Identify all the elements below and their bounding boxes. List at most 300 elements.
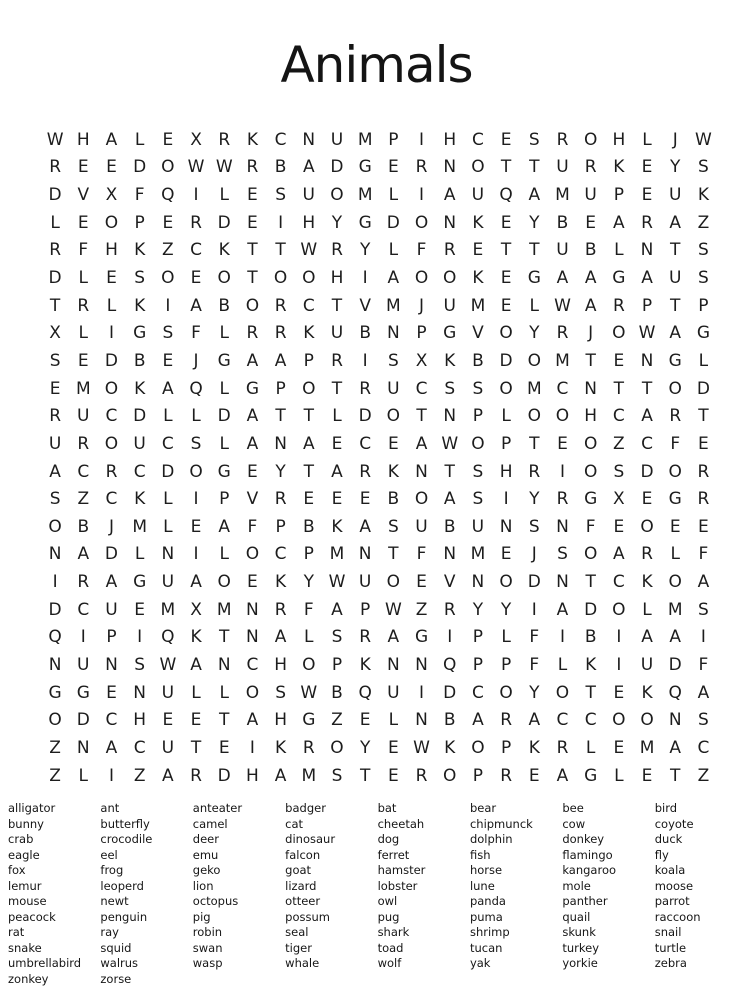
grid-letter: C: [190, 240, 202, 261]
grid-letter: O: [48, 710, 62, 731]
grid-letter: O: [161, 268, 175, 289]
grid-letter: R: [302, 737, 315, 758]
grid-letter: E: [134, 599, 146, 620]
grid-letter: F: [303, 599, 314, 620]
word-list-column: [378, 801, 470, 987]
word-item: quail: [562, 909, 591, 924]
grid-letter: E: [247, 461, 258, 482]
grid-letter: O: [330, 185, 344, 206]
grid-letter: N: [246, 599, 259, 620]
grid-letter: Y: [670, 157, 681, 178]
grid-letter: O: [555, 406, 570, 427]
grid-letter: R: [49, 240, 61, 261]
grid-letter: C: [302, 295, 315, 316]
grid-letter: T: [219, 710, 230, 731]
word-list-column: [193, 801, 285, 987]
grid-letter: A: [669, 737, 682, 758]
grid-letter: W: [638, 323, 656, 344]
grid-letter: O: [273, 268, 288, 289]
grid-letter: P: [698, 295, 709, 316]
grid-letter: A: [528, 185, 541, 206]
grid-letter: F: [247, 516, 258, 537]
word-item: skunk: [562, 925, 596, 939]
grid-letter: T: [219, 627, 230, 648]
word-item: duck: [654, 832, 683, 846]
word-item: otteer: [285, 894, 321, 908]
grid-letter: C: [246, 654, 259, 675]
grid-letter: W: [46, 129, 64, 150]
word-item: lune: [469, 878, 495, 893]
grid-letter: Z: [613, 433, 625, 454]
grid-letter: T: [359, 765, 371, 786]
word-list-column: [470, 801, 562, 987]
word-item: lion: [192, 878, 214, 893]
grid-letter: S: [698, 240, 709, 261]
grid-letter: L: [78, 323, 89, 344]
grid-letter: P: [500, 654, 512, 675]
grid-letter: O: [668, 461, 682, 482]
grid-letter: S: [331, 765, 343, 786]
grid-letter: L: [219, 185, 229, 206]
grid-letter: B: [302, 516, 315, 537]
grid-letter: L: [134, 544, 145, 565]
grid-letter: G: [443, 323, 457, 344]
grid-letter: H: [443, 129, 457, 150]
grid-letter: J: [193, 350, 199, 371]
grid-letter: X: [190, 599, 202, 620]
word-item: flamingo: [562, 847, 613, 862]
grid-letter: I: [108, 765, 114, 786]
grid-letter: S: [331, 627, 343, 648]
grid-letter: U: [77, 654, 90, 675]
grid-letter: N: [358, 544, 372, 565]
grid-letter: A: [302, 433, 315, 454]
grid-letter: S: [472, 461, 484, 482]
grid-letter: P: [500, 433, 512, 454]
grid-letter: O: [302, 378, 316, 399]
grid-letter: S: [472, 489, 484, 510]
grid-letter: M: [555, 350, 570, 371]
grid-letter: A: [274, 627, 287, 648]
grid-letter: A: [218, 516, 231, 537]
grid-letter: R: [697, 461, 710, 482]
grid-letter: R: [49, 157, 61, 178]
word-list-column: [655, 801, 747, 987]
grid-letter: R: [500, 765, 512, 786]
grid-letter: X: [105, 185, 118, 206]
grid-letter: C: [471, 682, 484, 703]
grid-letter: C: [274, 129, 287, 150]
grid-letter: V: [359, 295, 371, 316]
word-list-column: [100, 801, 192, 987]
grid-letter: P: [472, 654, 484, 675]
grid-letter: U: [330, 129, 344, 150]
grid-letter: I: [193, 489, 199, 510]
grid-letter: O: [583, 433, 598, 454]
grid-letter: C: [415, 378, 428, 399]
grid-letter: K: [697, 185, 709, 206]
grid-letter: M: [160, 599, 176, 620]
grid-letter: O: [583, 129, 598, 150]
grid-letter: E: [190, 710, 202, 731]
grid-letter: R: [49, 406, 61, 427]
grid-letter: M: [301, 765, 317, 786]
grid-letter: T: [585, 350, 596, 371]
word-item: geko: [192, 863, 221, 877]
word-list-column: [8, 801, 100, 987]
grid-letter: R: [274, 599, 287, 620]
grid-letter: H: [274, 654, 287, 675]
grid-letter: M: [357, 185, 373, 206]
word-item: coyote: [654, 816, 694, 831]
grid-letter: O: [527, 350, 541, 371]
grid-letter: E: [49, 378, 61, 399]
grid-letter: P: [331, 654, 343, 675]
grid-letter: N: [48, 544, 62, 565]
grid-letter: U: [48, 433, 62, 454]
word-item: fox: [8, 863, 26, 877]
word-item: panther: [562, 894, 608, 908]
grid-letter: T: [331, 378, 343, 399]
grid-letter: O: [443, 765, 457, 786]
grid-letter: S: [698, 710, 709, 731]
grid-letter: N: [76, 737, 90, 758]
grid-letter: C: [612, 572, 625, 593]
grid-letter: P: [275, 378, 286, 399]
grid-letter: K: [387, 461, 399, 482]
word-item: tiger: [285, 940, 312, 955]
word-item: octopus: [192, 894, 239, 908]
word-item: ant: [100, 801, 120, 815]
word-item: shrimp: [469, 925, 510, 939]
grid-letter: E: [641, 489, 653, 510]
grid-letter: R: [274, 489, 287, 510]
grid-letter: E: [190, 516, 202, 537]
grid-letter: R: [415, 765, 428, 786]
grid-letter: A: [331, 461, 343, 482]
grid-letter: O: [668, 378, 682, 399]
word-item: snake: [8, 940, 42, 955]
grid-letter: G: [245, 378, 259, 399]
grid-letter: L: [388, 185, 399, 206]
word-item: crocodile: [100, 832, 153, 846]
word-item: dog: [377, 832, 400, 846]
grid-letter: M: [667, 599, 683, 620]
grid-letter: N: [668, 710, 682, 731]
grid-letter: I: [108, 323, 114, 344]
grid-letter: R: [190, 765, 202, 786]
grid-letter: U: [330, 323, 344, 344]
grid-letter: R: [274, 295, 287, 316]
word-item: ray: [100, 925, 119, 939]
grid-letter: O: [499, 682, 513, 703]
word-item: cheetah: [377, 816, 425, 831]
grid-letter: N: [105, 654, 118, 675]
grid-letter: D: [48, 185, 62, 206]
grid-letter: E: [387, 157, 399, 178]
grid-letter: A: [556, 765, 569, 786]
grid-letter: D: [104, 544, 119, 565]
grid-letter: W: [300, 240, 318, 261]
grid-letter: T: [585, 682, 596, 703]
grid-letter: I: [362, 268, 368, 289]
grid-letter: Q: [443, 654, 457, 675]
grid-letter: E: [162, 350, 174, 371]
grid-letter: I: [80, 627, 86, 648]
grid-letter: Y: [529, 212, 540, 233]
grid-letter: A: [641, 406, 653, 427]
grid-letter: K: [613, 157, 625, 178]
grid-letter: O: [583, 461, 598, 482]
grid-letter: G: [668, 350, 682, 371]
grid-letter: U: [556, 240, 569, 261]
grid-letter: A: [246, 710, 259, 731]
grid-letter: N: [161, 544, 175, 565]
grid-letter: Z: [49, 765, 61, 786]
grid-letter: F: [191, 323, 201, 344]
grid-letter: E: [331, 433, 343, 454]
grid-letter: I: [193, 544, 199, 565]
grid-letter: O: [245, 682, 260, 703]
grid-letter: T: [247, 240, 258, 261]
grid-letter: N: [274, 433, 287, 454]
word-item: shark: [377, 925, 410, 939]
grid-letter: C: [161, 433, 174, 454]
grid-letter: B: [331, 682, 343, 703]
grid-letter: P: [641, 295, 653, 316]
grid-letter: L: [501, 406, 511, 427]
word-item: rat: [8, 925, 25, 939]
word-item: robin: [192, 925, 223, 939]
grid-letter: C: [274, 544, 287, 565]
word-item: anteater: [192, 801, 243, 815]
grid-letter: E: [557, 433, 568, 454]
grid-letter: S: [387, 516, 399, 537]
word-item: penguin: [100, 909, 148, 924]
grid-letter: Q: [358, 682, 372, 703]
grid-letter: P: [472, 406, 484, 427]
grid-letter: T: [416, 406, 427, 427]
word-item: pig: [192, 909, 211, 924]
grid-letter: G: [76, 682, 90, 703]
grid-letter: P: [360, 599, 371, 620]
grid-letter: O: [104, 378, 119, 399]
grid-letter: T: [529, 157, 540, 178]
grid-letter: R: [77, 572, 90, 593]
grid-letter: Y: [500, 599, 512, 620]
grid-letter: F: [416, 544, 427, 565]
grid-letter: L: [219, 433, 229, 454]
word-item: koala: [654, 863, 686, 877]
grid-letter: N: [471, 572, 485, 593]
grid-letter: R: [641, 544, 653, 565]
grid-letter: P: [303, 350, 314, 371]
grid-letter: E: [162, 710, 174, 731]
grid-letter: B: [133, 350, 146, 371]
grid-letter: I: [137, 627, 143, 648]
grid-letter: G: [358, 212, 372, 233]
grid-letter: N: [443, 406, 457, 427]
grid-letter: S: [557, 544, 568, 565]
grid-letter: E: [359, 489, 371, 510]
grid-letter: F: [585, 516, 596, 537]
grid-letter: E: [387, 433, 399, 454]
grid-letter: O: [612, 599, 626, 620]
word-item: butterfly: [100, 816, 150, 831]
grid-letter: T: [529, 433, 540, 454]
grid-letter: A: [162, 378, 174, 399]
grid-letter: R: [274, 323, 287, 344]
grid-letter: Z: [77, 489, 90, 510]
grid-letter: Z: [697, 212, 710, 233]
grid-letter: N: [415, 654, 428, 675]
grid-letter: K: [331, 516, 343, 537]
grid-letter: S: [613, 461, 625, 482]
grid-letter: K: [190, 627, 202, 648]
grid-letter: N: [302, 129, 316, 150]
grid-letter: I: [419, 682, 425, 703]
grid-letter: I: [419, 185, 425, 206]
grid-letter: V: [472, 323, 484, 344]
grid-letter: K: [134, 240, 146, 261]
grid-letter: E: [247, 212, 258, 233]
grid-letter: H: [246, 765, 259, 786]
grid-letter: H: [612, 129, 626, 150]
grid-letter: N: [386, 654, 400, 675]
grid-letter: M: [526, 378, 542, 399]
grid-letter: J: [588, 323, 594, 344]
grid-letter: D: [527, 572, 541, 593]
grid-letter: G: [696, 323, 710, 344]
grid-letter: D: [48, 599, 62, 620]
grid-letter: E: [247, 185, 258, 206]
grid-letter: O: [245, 544, 260, 565]
grid-letter: V: [77, 185, 90, 206]
grid-letter: O: [386, 572, 401, 593]
grid-letter: K: [275, 737, 287, 758]
grid-letter: N: [556, 572, 569, 593]
grid-letter: B: [387, 489, 400, 510]
grid-letter: U: [161, 572, 175, 593]
grid-letter: U: [358, 572, 372, 593]
grid-letter: L: [642, 129, 652, 150]
grid-letter: B: [584, 240, 597, 261]
grid-letter: A: [669, 323, 682, 344]
grid-letter: M: [216, 599, 232, 620]
grid-letter: A: [246, 350, 259, 371]
word-item: yorkie: [562, 956, 598, 970]
grid-letter: R: [612, 295, 625, 316]
grid-letter: R: [359, 461, 372, 482]
word-item: puma: [469, 909, 503, 924]
grid-letter: G: [133, 572, 147, 593]
grid-letter: C: [612, 406, 625, 427]
grid-letter: D: [161, 461, 175, 482]
grid-letter: T: [585, 572, 596, 593]
grid-letter: H: [499, 461, 513, 482]
word-item: bear: [469, 801, 497, 815]
grid-letter: T: [698, 406, 709, 427]
word-item: owl: [377, 894, 398, 908]
grid-letter: Z: [331, 710, 343, 731]
grid-letter: K: [528, 737, 540, 758]
grid-letter: K: [134, 378, 146, 399]
grid-letter: L: [332, 406, 342, 427]
grid-letter: T: [500, 240, 512, 261]
grid-letter: P: [472, 627, 484, 648]
grid-letter: N: [443, 157, 457, 178]
grid-letter: A: [556, 268, 569, 289]
grid-letter: L: [698, 350, 709, 371]
grid-letter: A: [641, 627, 653, 648]
grid-letter: E: [641, 157, 653, 178]
grid-letter: L: [501, 627, 511, 648]
grid-letter: A: [584, 268, 597, 289]
grid-letter: I: [447, 627, 453, 648]
grid-letter: A: [669, 627, 682, 648]
grid-letter: A: [415, 433, 428, 454]
word-item: cat: [285, 816, 304, 831]
grid-letter: I: [278, 212, 284, 233]
grid-letter: K: [275, 572, 287, 593]
grid-letter: L: [304, 627, 314, 648]
word-item: snail: [654, 925, 682, 939]
grid-letter: S: [528, 129, 540, 150]
grid-letter: D: [217, 765, 231, 786]
grid-letter: A: [274, 350, 287, 371]
grid-letter: O: [499, 572, 513, 593]
grid-letter: A: [387, 268, 400, 289]
word-item: fish: [469, 847, 491, 862]
grid-letter: T: [331, 295, 343, 316]
grid-letter: C: [105, 489, 118, 510]
grid-letter: R: [359, 627, 372, 648]
grid-letter: W: [554, 295, 571, 316]
grid-letter: E: [162, 212, 174, 233]
grid-letter: C: [133, 461, 146, 482]
grid-letter: R: [105, 461, 118, 482]
grid-letter: T: [670, 240, 681, 261]
grid-letter: E: [77, 350, 89, 371]
word-item: horse: [469, 863, 503, 877]
grid-letter: S: [698, 268, 709, 289]
grid-letter: A: [528, 710, 541, 731]
grid-letter: A: [105, 572, 118, 593]
grid-letter: U: [133, 433, 146, 454]
grid-letter: Y: [359, 240, 371, 261]
word-item: wolf: [377, 956, 402, 970]
grid-letter: A: [105, 129, 118, 150]
grid-letter: P: [472, 765, 484, 786]
grid-letter: J: [419, 295, 425, 316]
grid-letter: H: [584, 406, 598, 427]
word-item: possum: [285, 909, 330, 924]
grid-letter: W: [695, 129, 712, 150]
grid-letter: H: [274, 710, 287, 731]
grid-letter: A: [387, 627, 400, 648]
grid-letter: I: [559, 461, 565, 482]
grid-letter: B: [472, 350, 484, 371]
grid-letter: O: [386, 406, 401, 427]
grid-letter: D: [217, 406, 231, 427]
grid-letter: R: [331, 240, 343, 261]
word-item: frog: [100, 863, 124, 877]
word-item: hamster: [377, 863, 426, 877]
grid-letter: Z: [49, 737, 61, 758]
grid-letter: E: [247, 572, 258, 593]
grid-letter: S: [162, 323, 174, 344]
puzzle-title: Animals: [280, 36, 473, 94]
